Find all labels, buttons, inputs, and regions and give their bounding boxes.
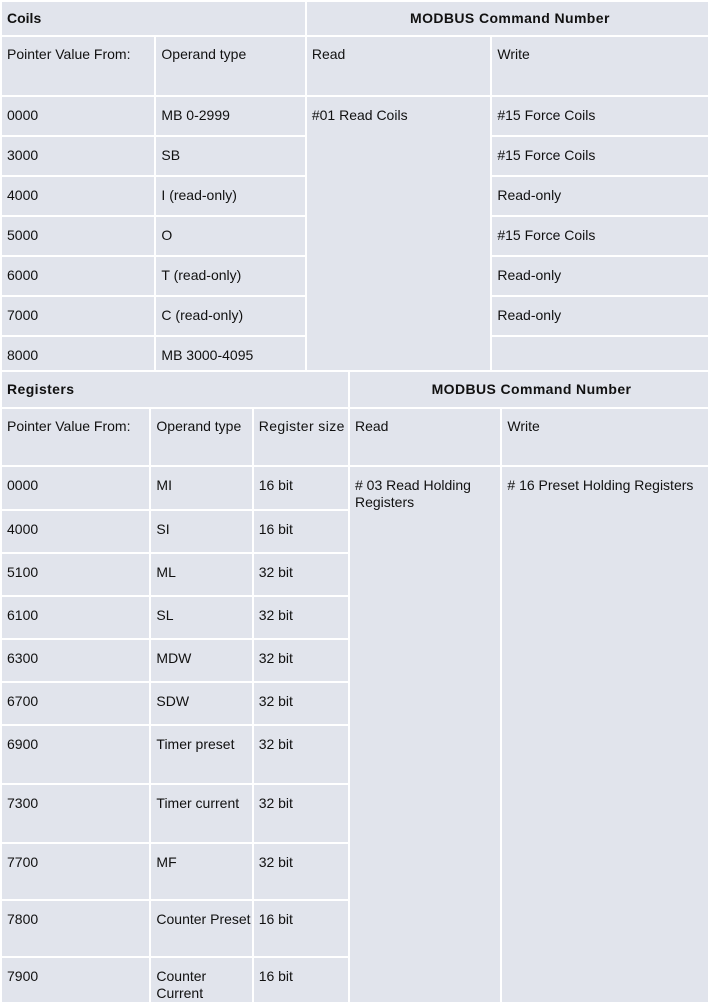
pointer-cell: 4000 [1,510,150,553]
size-cell: 32 bit [253,639,349,682]
operand-cell: SB [155,136,305,176]
registers-col-read: Read [349,408,501,466]
coils-read-cell: #01 Read Coils [306,96,492,371]
write-cell: #15 Force Coils [491,96,709,136]
write-cell [491,336,709,371]
write-cell: Read-only [491,296,709,336]
pointer-cell: 5100 [1,553,150,596]
write-cell: #15 Force Coils [491,136,709,176]
registers-column-header-row [1,408,709,466]
coils-title: Coils [1,1,306,36]
operand-cell: Counter Current [150,957,252,1003]
operand-cell: SI [150,510,252,553]
operand-cell: O [155,216,305,256]
registers-col-write: Write [501,408,709,466]
coils-table [0,0,710,372]
registers-header-row [1,371,709,408]
pointer-cell: 6300 [1,639,150,682]
size-cell: 16 bit [253,957,349,1003]
operand-cell: Counter Preset [150,900,252,957]
pointer-cell: 6000 [1,256,155,296]
registers-col-size: Register size [253,408,349,466]
registers-read-cell: # 03 Read Holding Registers [349,466,501,1003]
operand-cell: Timer current [150,784,252,843]
write-cell: #15 Force Coils [491,216,709,256]
size-cell: 32 bit [253,682,349,725]
size-cell: 16 bit [253,510,349,553]
pointer-cell: 0000 [1,96,155,136]
registers-table [0,370,710,1004]
size-cell: 32 bit [253,843,349,900]
size-cell: 32 bit [253,725,349,784]
registers-title: Registers [1,371,349,408]
coils-col-operand: Operand type [155,36,305,96]
coils-col-pointer: Pointer Value From: [1,36,155,96]
pointer-cell: 4000 [1,176,155,216]
registers-col-pointer: Pointer Value From: [1,408,150,466]
coils-col-write: Write [491,36,709,96]
pointer-cell: 6900 [1,725,150,784]
pointer-cell: 8000 [1,336,155,371]
pointer-cell: 3000 [1,136,155,176]
operand-cell: I (read-only) [155,176,305,216]
pointer-cell: 7700 [1,843,150,900]
coils-col-read: Read [306,36,492,96]
size-cell: 32 bit [253,553,349,596]
registers-modbus-header: MODBUS Command Number [349,371,709,408]
coils-modbus-header: MODBUS Command Number [306,1,709,36]
operand-cell: ML [150,553,252,596]
size-cell: 32 bit [253,596,349,639]
operand-cell: MB 3000-4095 [155,336,305,371]
size-cell: 16 bit [253,466,349,510]
operand-cell: MI [150,466,252,510]
operand-cell: C (read-only) [155,296,305,336]
write-cell: Read-only [491,256,709,296]
write-cell: Read-only [491,176,709,216]
pointer-cell: 7800 [1,900,150,957]
coils-header-row [1,1,709,36]
pointer-cell: 7000 [1,296,155,336]
pointer-cell: 6700 [1,682,150,725]
pointer-cell: 0000 [1,466,150,510]
operand-cell: MB 0-2999 [155,96,305,136]
registers-col-operand: Operand type [150,408,252,466]
pointer-cell: 7300 [1,784,150,843]
operand-cell: MF [150,843,252,900]
operand-cell: SDW [150,682,252,725]
registers-write-cell: # 16 Preset Holding Registers [501,466,709,1003]
operand-cell: T (read-only) [155,256,305,296]
coils-column-header-row [1,36,709,96]
pointer-cell: 6100 [1,596,150,639]
pointer-cell: 7900 [1,957,150,1003]
size-cell: 32 bit [253,784,349,843]
operand-cell: Timer preset [150,725,252,784]
operand-cell: SL [150,596,252,639]
table-row [1,466,709,510]
size-cell: 16 bit [253,900,349,957]
table-row [1,96,709,136]
pointer-cell: 5000 [1,216,155,256]
operand-cell: MDW [150,639,252,682]
